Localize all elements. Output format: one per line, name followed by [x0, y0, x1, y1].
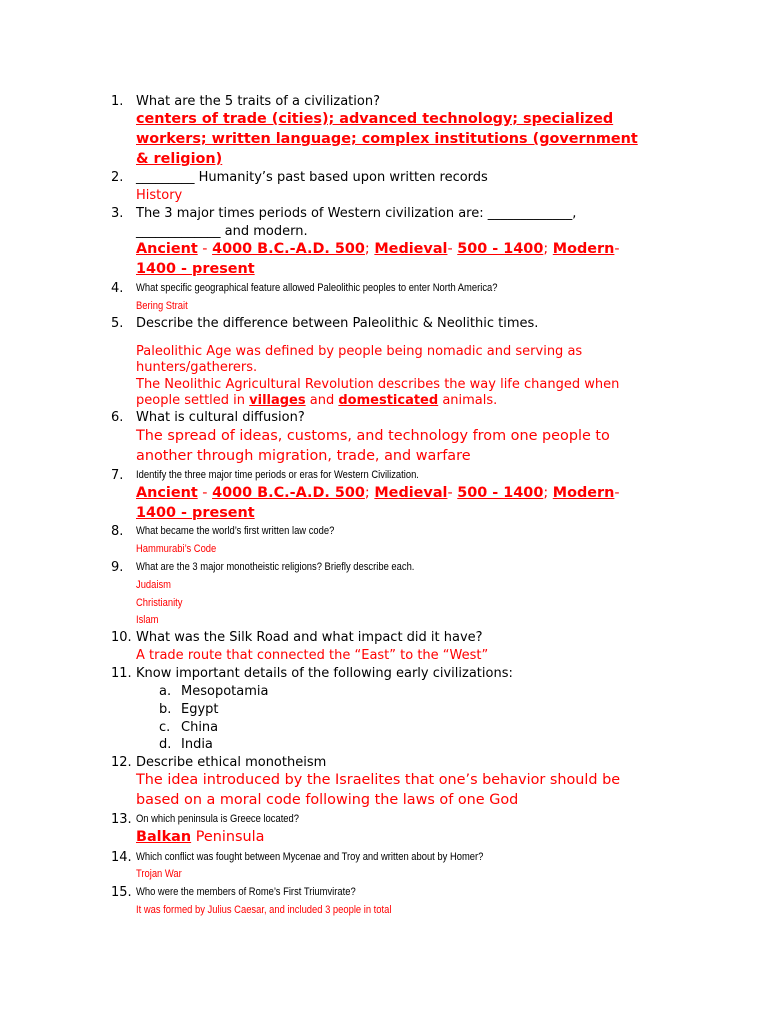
answer-1-line-3: & religion)	[136, 151, 223, 167]
question-10: What was the Silk Road and what impact did it have?	[136, 630, 483, 645]
question-number: 2.	[111, 170, 124, 185]
sub-item	[0, 702, 770, 718]
answer-12-line-2: based on a moral code following the laws of one God	[136, 792, 519, 808]
separator: -	[447, 241, 458, 257]
era-medieval-range: 500 - 1400	[457, 485, 544, 501]
question-5: Describe the difference between Paleolithic & Neolithic times.	[136, 316, 539, 331]
answer-5-line-1: Paleolithic Age was defined by people being nomadic and serving as	[136, 344, 583, 359]
answer-1-line-2: workers; written language; complex institutions (government	[136, 131, 638, 147]
question-14: Which conflict was fought between Mycenae and Troy and written about by Homer?	[136, 851, 484, 863]
answer-text: Peninsula	[191, 829, 265, 845]
answer-text: people settled in	[136, 393, 250, 408]
era-medieval-range: 500 - 1400	[457, 241, 544, 257]
answer-9-item: Christianity	[136, 597, 183, 609]
answer-7-line-1	[136, 485, 620, 501]
question-number: 6.	[111, 410, 124, 425]
sub-item-name: India	[181, 737, 213, 752]
question-6: What is cultural diffusion?	[136, 410, 305, 425]
question-number: 3.	[111, 206, 124, 221]
answer-13	[136, 829, 264, 845]
answer-5-line-3: The Neolithic Agricultural Revolution describes the way life changed when	[136, 377, 620, 392]
question-number: 4.	[111, 281, 124, 296]
question-2: _________ Humanity’s past based upon written records	[136, 170, 488, 185]
sub-item-name: Mesopotamia	[181, 684, 269, 699]
keyword-villages: villages	[249, 393, 306, 408]
question-4: What specific geographical feature allowed Paleolithic peoples to enter North America?	[136, 282, 498, 294]
separator: ;	[543, 241, 553, 257]
question-number: 8.	[111, 524, 124, 539]
question-number: 14.	[111, 850, 132, 865]
answer-6-line-2: another through migration, trade, and warfare	[136, 448, 471, 464]
answer-8: Hammurabi’s Code	[136, 543, 217, 555]
sub-item-name: China	[181, 720, 219, 735]
era-modern: Modern	[552, 241, 615, 257]
question-number: 5.	[111, 316, 124, 331]
separator: -	[614, 241, 620, 257]
separator: ;	[364, 241, 375, 257]
question-9: What are the 3 major monotheistic religions? Briefly describe each.	[136, 561, 415, 573]
answer-9-item: Islam	[136, 614, 159, 626]
question-number: 9.	[111, 560, 124, 575]
answer-3-line-2: 1400 - present	[136, 261, 255, 277]
era-ancient: Ancient	[136, 485, 198, 501]
question-12: Describe ethical monotheism	[136, 755, 327, 770]
question-number: 10.	[111, 630, 132, 645]
keyword-balkan: Balkan	[136, 829, 192, 845]
sub-item	[0, 737, 770, 753]
sub-item	[0, 684, 770, 700]
question-7: Identify the three major time periods or eras for Western Civilization.	[136, 469, 419, 481]
question-15: Who were the members of Rome’s First Triumvirate?	[136, 886, 356, 898]
answer-15: It was formed by Julius Caesar, and included 3 people in total	[136, 904, 392, 916]
question-number: 11.	[111, 666, 132, 681]
question-number: 15.	[111, 885, 132, 900]
question-11: Know important details of the following early civilizations:	[136, 666, 513, 681]
era-ancient: Ancient	[136, 241, 198, 257]
question-number: 7.	[111, 468, 124, 483]
question-3-line-2: _____________ and modern.	[136, 224, 308, 239]
question-number: 1.	[111, 94, 124, 109]
sub-item-letter: c.	[159, 720, 171, 735]
question-3-line-1: The 3 major times periods of Western civilization are: _____________,	[136, 206, 577, 221]
answer-4: Bering Strait	[136, 300, 188, 312]
sub-item-letter: a.	[159, 684, 172, 699]
answer-1-line-1: centers of trade (cities); advanced technology; specialized	[136, 111, 614, 127]
era-ancient-range: 4000 B.C.-A.D. 500	[212, 485, 365, 501]
answer-3-line-1	[136, 241, 620, 257]
answer-9-item: Judaism	[136, 579, 172, 591]
answer-14: Trojan War	[136, 868, 182, 880]
era-modern: Modern	[552, 485, 615, 501]
answer-10: A trade route that connected the “East” to the “West”	[136, 648, 489, 663]
era-ancient-range: 4000 B.C.-A.D. 500	[212, 241, 365, 257]
answer-text: and	[305, 393, 339, 408]
separator: -	[197, 241, 213, 257]
separator: -	[447, 485, 458, 501]
keyword-domesticated: domesticated	[338, 393, 439, 408]
sub-item	[0, 720, 770, 736]
answer-6-line-1: The spread of ideas, customs, and technology from one people to	[136, 428, 610, 444]
answer-2: History	[136, 188, 183, 203]
answer-12-line-1: The idea introduced by the Israelites that one’s behavior should be	[136, 772, 621, 788]
sub-item-name: Egypt	[181, 702, 219, 717]
separator: -	[614, 485, 620, 501]
question-number: 13.	[111, 812, 132, 827]
question-1: What are the 5 traits of a civilization?	[136, 94, 380, 109]
separator: ;	[364, 485, 375, 501]
question-8: What became the world’s first written law code?	[136, 525, 335, 537]
sub-item-letter: b.	[159, 702, 172, 717]
question-13: On which peninsula is Greece located?	[136, 813, 299, 825]
answer-text: animals.	[438, 393, 498, 408]
answer-5-line-2: hunters/gatherers.	[136, 360, 258, 375]
separator: ;	[543, 485, 553, 501]
separator: -	[197, 485, 213, 501]
sub-item-letter: d.	[159, 737, 172, 752]
answer-7-line-2: 1400 - present	[136, 505, 255, 521]
era-medieval: Medieval	[374, 241, 448, 257]
answer-5-line-4	[136, 393, 497, 408]
question-number: 12.	[111, 755, 132, 770]
era-medieval: Medieval	[374, 485, 448, 501]
